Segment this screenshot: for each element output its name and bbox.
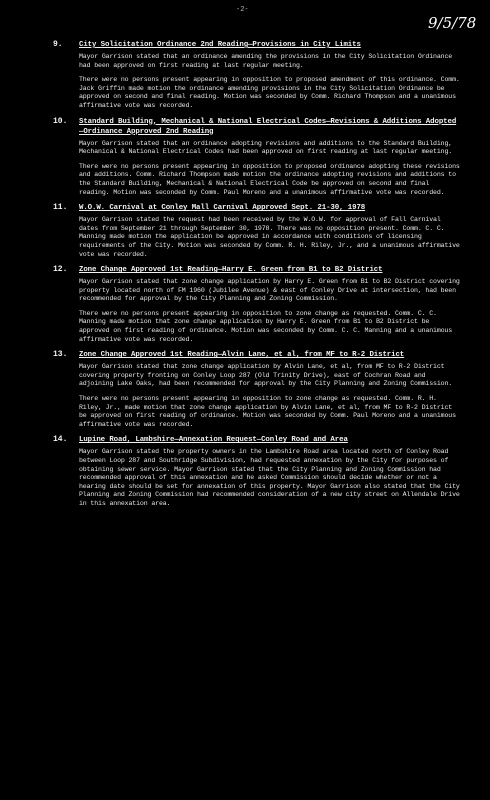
item-title: Lupine Road, Lambshire—Annexation Request—Conley Road and Area: [79, 436, 348, 445]
minutes-item: [0, 265, 490, 344]
item-number: 14.: [53, 435, 68, 445]
item-number: 13.: [53, 350, 68, 360]
minutes-item: [0, 203, 490, 259]
handwritten-date: 9/5/78: [428, 14, 477, 32]
item-paragraph: There were no persons present appearing in opposition to proposed ordinance adopting these revisions and additions. Comm. Richard Thompson made motion the ordinance adopting revisions and additions to the Standard Building, Mechanical & National Electrical Code be approved on second and final reading. Motion was seconded by Comm. Paul Moreno and a unanimous affirmative vote was recorded.: [79, 162, 460, 196]
item-number: 11.: [53, 203, 68, 213]
item-paragraph: There were no persons present appearing in opposition to zone change as requested. Comm. C. C. Manning made motion that zone change application by Harry E. Green from B1 to B2 District be approved on first reading of ordinance. Motion was seconded by Comm. C. C. Manning and a unanimous affirmative vote was recorded.: [79, 309, 453, 343]
item-number: 9.: [53, 40, 63, 49]
item-paragraph: Mayor Garrison stated the request had been received by the W.O.W. for approval of Fall Carnival dates from September 21 through September 30, 1978. There was no opposition present. Comm. C. C. Manning made motion the application be approved in accordance with conditions of licensing requirements of the City. Motion was seconded by Comm. R. H. Riley, Jr., and a unanimous affirmative vote was recorded.: [79, 216, 460, 258]
item-paragraph: Mayor Garrison stated that an ordinance adopting revisions and additions to the Standard Building, Mechanical & National Electrical Codes had been approved on first reading at last regular meeting.: [79, 139, 453, 156]
minutes-items: [0, 40, 490, 515]
item-paragraph: Mayor Garrison stated the property owners in the Lambshire Road area located north of Conley Road between Loop 287 and Southridge Subdivision, had requested annexation by the City for purposes of obtaining sewer service. Mayor Garrison stated that the City Planning and Zoning Commission had recommended approval of this annexation and he asked Commission should decide whether or not a hearing date should be set for annexation of this property. Mayor Garrison also stated that the City Planning and Zoning Commission had recommended consideration of a new city street on Allendale Drive in this annexation area.: [79, 448, 460, 507]
item-title: Zone Change Approved 1st Reading—Harry E. Green from B1 to B2 District: [79, 266, 383, 275]
item-title: Standard Building, Mechanical & National Electrical Codes—Revisions & Additions Adopted—Ordinance Approved 2nd Reading: [79, 117, 457, 136]
item-paragraph: Mayor Garrison stated that zone change application by Alvin Lane, et al, from MF to R-2 District covering property fronting on Conley Loop 287 (Old Trinity Drive), east of Cochran Road and adjoining Lake Oaks, had been recommended for approval by the City Planning and Zoning Commission.: [79, 363, 453, 388]
item-number: 12.: [53, 265, 68, 275]
item-paragraph: There were no persons present appearing in opposition to zone change as requested. Comm. R. H. Riley, Jr., made motion that zone change application by Alvin Lane, et al, from MF to R-2 District be approved on first reading of ordinance. Motion was seconded by Comm. Paul Moreno and a unanimous affirmative vote was recorded.: [79, 395, 456, 428]
item-number: 10.: [53, 116, 68, 126]
minutes-item: [0, 40, 490, 111]
minutes-item: [0, 117, 490, 198]
item-title: City Solicitation Ordinance 2nd Reading—Provisions in City Limits: [79, 41, 361, 49]
item-paragraph: Mayor Garrison stated that an ordinance amending the provisions in the City Solicitation Ordinance had been approved on first reading at last regular meeting.: [79, 53, 453, 69]
minutes-item: [0, 435, 490, 508]
page-number: -2-: [236, 6, 249, 14]
minutes-item: [0, 350, 490, 429]
item-paragraph: There were no persons present appearing in opposition to proposed amendment of this ordinance. Comm. Jack Griffin made motion the ordinance amending provisions in the City Solicitation Ordinance be approved on second and final reading. Motion was seconded by Comm. Richard Thompson and a unanimous affirmative vote was recorded.: [79, 76, 460, 109]
item-title: Zone Change Approved 1st Reading—Alvin Lane, et al, from MF to R-2 District: [79, 351, 405, 360]
item-title: W.O.W. Carnival at Conley Mall Carnival Approved Sept. 21-30, 1978: [79, 204, 366, 213]
item-paragraph: Mayor Garrison stated that zone change application by Harry E. Green from B1 to B2 District covering property located north of FM 1960 (Jubilee Avenue) & east of Conley Drive at intersection, had been recommended for approval by the City Planning and Zoning Commission.: [79, 278, 460, 303]
